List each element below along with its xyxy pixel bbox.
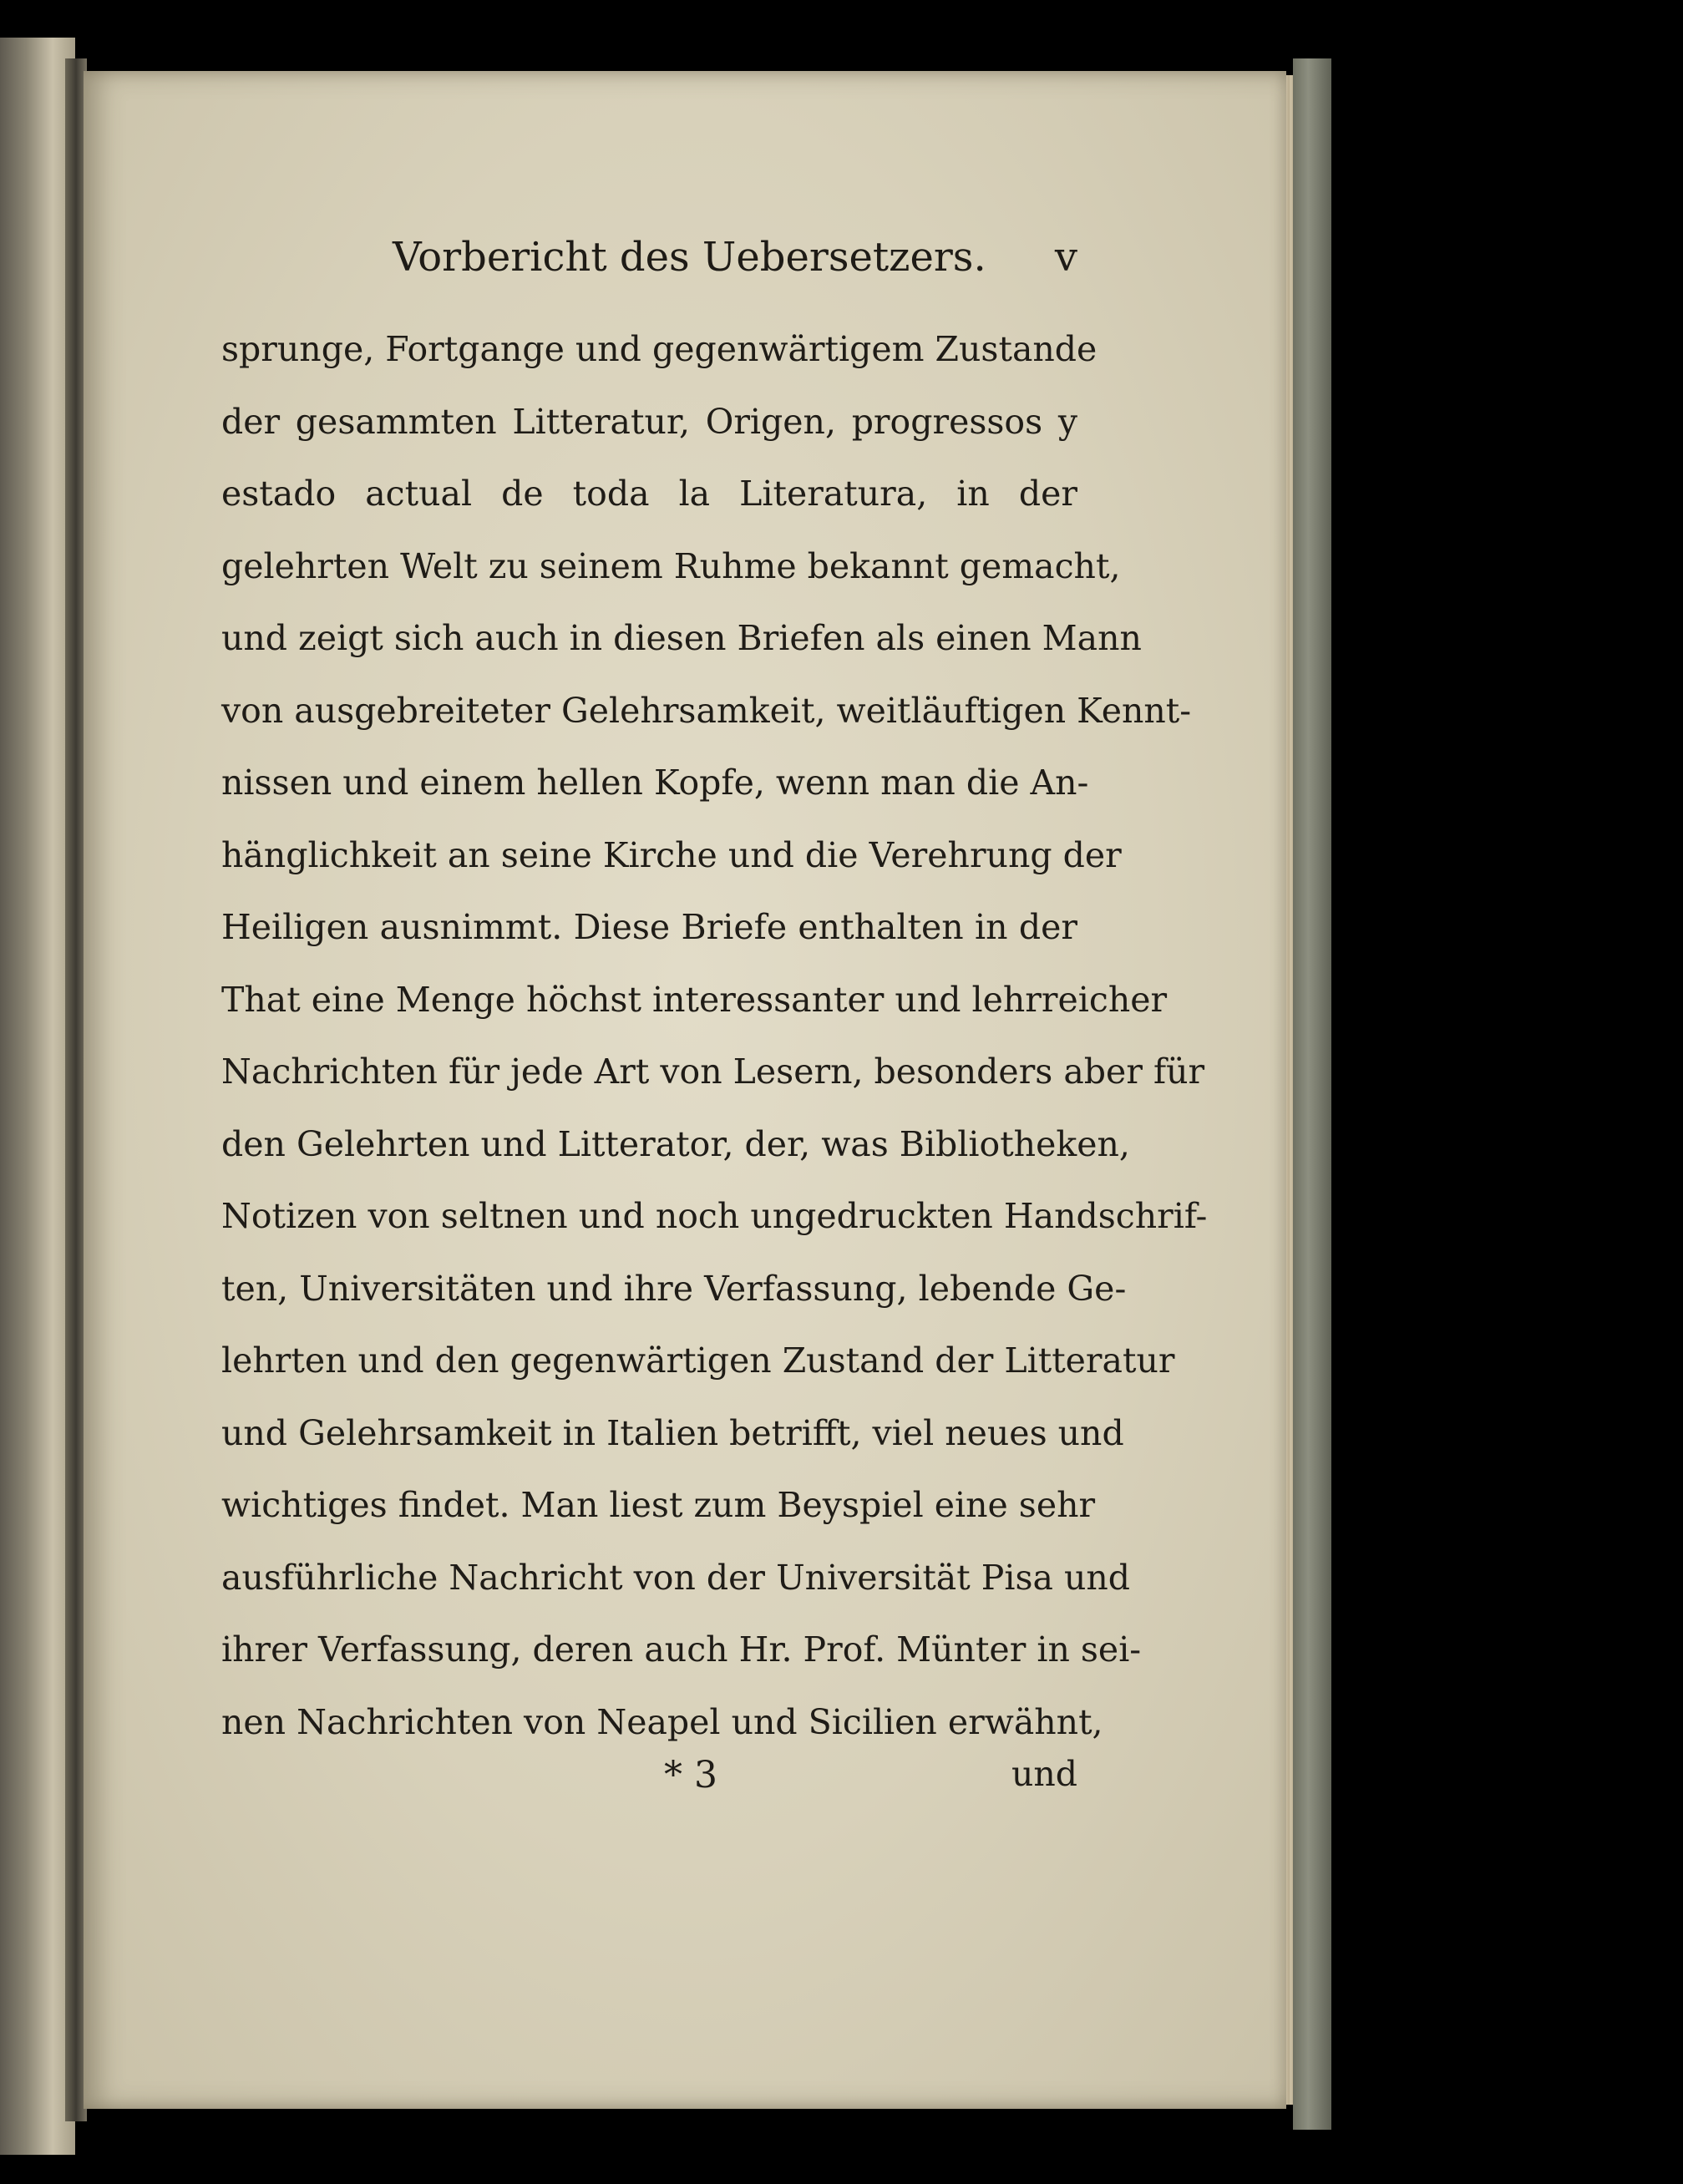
text-line: gelehrten Welt zu seinem Ruhme bekannt gemacht, [221,545,1121,586]
body-text [221,313,1208,1758]
text-line: Heiligen ausnimmt. Diese Briefe enthalten in der [221,907,1077,947]
book-cover-edge [1293,58,1331,2130]
text-line: den Gelehrten und Litterator, der, was Bibliotheken, [221,1123,1130,1164]
text-line: wichtiges findet. Man liest zum Beyspiel eine sehr [221,1485,1096,1525]
text-line: ten, Universitäten und ihre Verfassung, lebende Ge- [221,1268,1127,1309]
text-line: der gesammten Litteratur, Origen, progressos y [221,401,1077,442]
page-number: v [1054,234,1077,281]
text-line: lehrten und den gegenwärtigen Zustand der Litteratur [221,1340,1175,1381]
text-line: nen Nachrichten von Neapel und Sicilien erwähnt, [221,1701,1103,1742]
text-line: ausführliche Nachricht von der Universität Pisa und [221,1557,1131,1598]
text-line: estado actual de toda la Literatura, in der [221,474,1077,514]
catchword: und [1011,1754,1077,1794]
text-line: und zeigt sich auch in diesen Briefen als einen Mann [221,618,1142,658]
text-line: und Gelehrsamkeit in Italien betrifft, viel neues und [221,1412,1124,1453]
running-header [393,234,1077,292]
running-title: Vorbericht des Uebersetzers. [393,234,986,281]
text-line: Nachrichten für jede Art von Lesern, besonders aber für [221,1051,1205,1092]
text-line: nissen und einem hellen Kopfe, wenn man die An- [221,763,1089,803]
page-footer [221,1754,1077,1812]
text-line: von ausgebreiteter Gelehrsamkeit, weitläuftigen Kennt- [221,690,1192,731]
text-line: sprunge, Fortgange und gegenwärtigem Zustande [221,329,1097,369]
text-line: ihrer Verfassung, deren auch Hr. Prof. Münter in sei- [221,1629,1142,1670]
text-line: hänglichkeit an seine Kirche und die Verehrung der [221,834,1122,875]
signature-mark: * 3 [664,1754,717,1796]
text-line: That eine Menge höchst interessanter und lehrreicher [221,979,1168,1020]
text-line: Notizen von seltnen und noch ungedruckten Handschrif- [221,1196,1208,1236]
left-page-edge [0,38,75,2155]
